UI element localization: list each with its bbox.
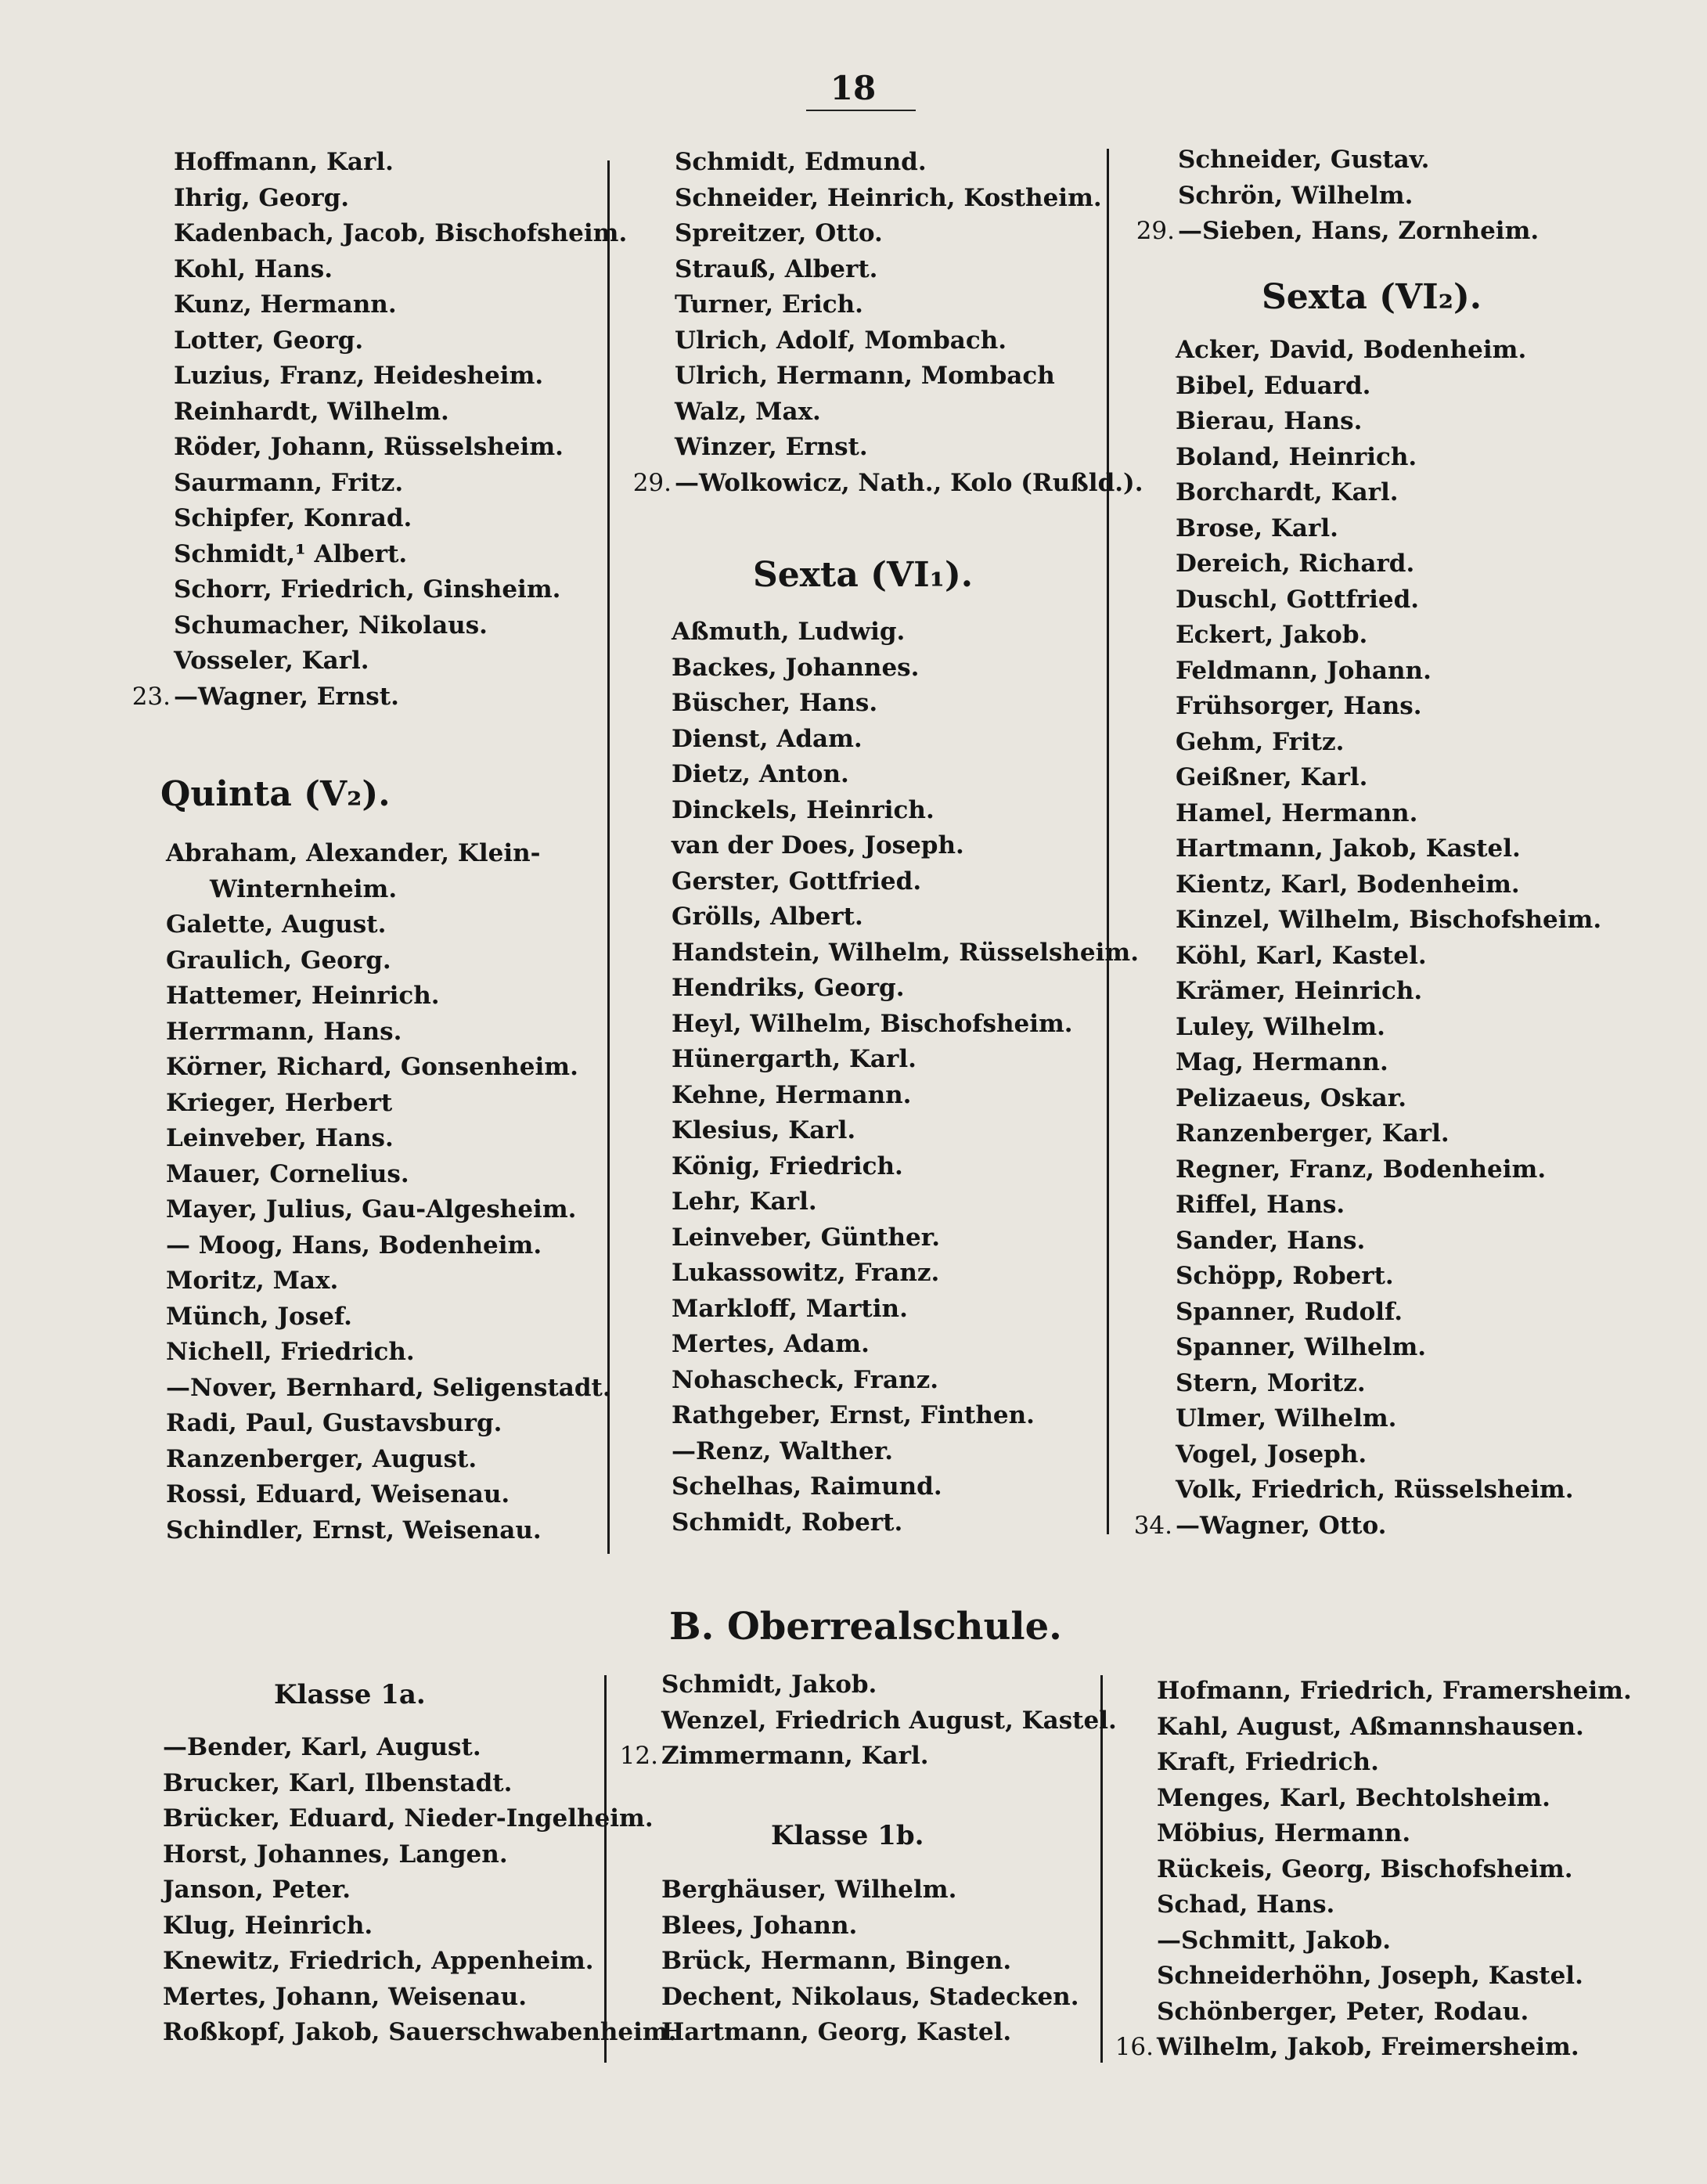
section-heading-oberrealschule: B. Oberrealschule. [669, 1605, 1062, 1649]
list-item: Berghäuser, Wilhelm. [661, 1876, 957, 1904]
list-item: Geißner, Karl. [1176, 763, 1368, 791]
list-item-last [619, 1739, 1117, 1775]
list-count: 16. [1115, 2033, 1154, 2061]
list-item: Moritz, Max. [166, 1267, 339, 1295]
list-item: Lukassowitz, Franz. [672, 1259, 940, 1287]
list-item: Mag, Hermann. [1176, 1048, 1388, 1076]
list-item: Möbius, Hermann. [1157, 1819, 1411, 1847]
list-item: Ranzenberger, August. [166, 1444, 477, 1473]
list-item-last [131, 679, 627, 715]
list-item: Janson, Peter. [163, 1876, 351, 1904]
klasse1b-section [771, 1816, 924, 1855]
list-item: Brücker, Eduard, Nieder-Ingelheim. [163, 1804, 654, 1833]
list-item: Ulmer, Wilhelm. [1176, 1404, 1397, 1433]
list-item: Reinhardt, Wilhelm. [174, 397, 449, 426]
list-item: Schindler, Ernst, Weisenau. [166, 1515, 542, 1544]
col3-top-list [1136, 142, 1540, 250]
quinta-section [160, 771, 391, 818]
list-item-last [1115, 2030, 1632, 2066]
list-item: Sander, Hans. [1176, 1226, 1366, 1255]
section-heading-sexta-1: Sexta (VI₁). [753, 555, 974, 595]
col1-top-list [131, 145, 628, 715]
list-item: Boland, Heinrich. [1176, 442, 1417, 471]
list-item: König, Friedrich. [672, 1151, 903, 1180]
list-item: Kahl, August, Aßmannshausen. [1157, 1712, 1584, 1741]
list-item: Mayer, Julius, Gau-Algesheim. [166, 1195, 577, 1224]
list-item-last-text: Wilhelm, Jakob, Freimersheim. [1157, 2033, 1579, 2061]
list-item: Blees, Johann. [661, 1911, 858, 1940]
quinta-list [166, 836, 611, 1548]
list-item: Stern, Moritz. [1176, 1368, 1366, 1397]
list-count: 29. [1136, 217, 1175, 245]
list-item: Röder, Johann, Rüsselsheim. [174, 433, 564, 461]
list-item: Spanner, Rudolf. [1176, 1297, 1403, 1326]
list-item: Radi, Paul, Gustavsburg. [166, 1409, 502, 1437]
list-item: Borchardt, Karl. [1176, 478, 1399, 506]
list-item: Schad, Hans. [1157, 1890, 1335, 1919]
list-item: Krieger, Herbert [166, 1088, 393, 1117]
list-item: Turner, Erich. [675, 290, 863, 319]
list-item: Grölls, Albert. [672, 903, 863, 931]
list-item: Heyl, Wilhelm, Bischofsheim. [672, 1009, 1073, 1038]
list-item: Feldmann, Johann. [1176, 656, 1432, 685]
list-item: Kunz, Hermann. [174, 290, 397, 319]
list-item: Schneiderhöhn, Joseph, Kastel. [1157, 1962, 1583, 1990]
list-item: Köhl, Karl, Kastel. [1176, 941, 1427, 970]
list-item: Schumacher, Nikolaus. [174, 611, 488, 640]
list-item: Menges, Karl, Bechtolsheim. [1157, 1783, 1550, 1812]
list-item: Hartmann, Jakob, Kastel. [1176, 834, 1521, 863]
list-item: Herrmann, Hans. [166, 1017, 402, 1046]
list-item-last [1136, 214, 1540, 250]
list-item: Münch, Josef. [166, 1302, 352, 1331]
list-item: Schneider, Heinrich, Kostheim. [675, 183, 1102, 212]
list-item: Kadenbach, Jacob, Bischofsheim. [174, 219, 628, 247]
list-item: Nichell, Friedrich. [166, 1338, 415, 1366]
list-item: Luzius, Franz, Heidesheim. [174, 362, 544, 390]
list-item: Frühsorger, Hans. [1176, 692, 1422, 720]
list-item: Horst, Johannes, Langen. [163, 1840, 508, 1869]
list-count: 29. [632, 468, 672, 497]
list-item: Hünergarth, Karl. [672, 1045, 917, 1073]
list-item: Abraham, Alexander, Klein- [166, 839, 541, 867]
list-item: Schorr, Friedrich, Ginsheim. [174, 575, 561, 604]
col2-bottom-list [619, 1667, 1117, 1775]
list-item: Schmidt, Edmund. [675, 148, 927, 176]
list-item: —Bender, Karl, August. [163, 1733, 481, 1761]
list-item-last-text: —Wolkowicz, Nath., Kolo (Rußld.). [675, 468, 1143, 497]
list-item: Kraft, Friedrich. [1157, 1748, 1379, 1776]
list-item: Mertes, Adam. [672, 1330, 870, 1358]
list-item: Wenzel, Friedrich August, Kastel. [661, 1706, 1117, 1735]
list-item: Graulich, Georg. [166, 946, 391, 975]
list-item: Volk, Friedrich, Rüsselsheim. [1176, 1476, 1574, 1504]
list-item: Mertes, Johann, Weisenau. [163, 1982, 527, 2011]
list-item: van der Does, Joseph. [672, 831, 964, 860]
list-item: Rossi, Eduard, Weisenau. [166, 1480, 510, 1508]
list-item: Schipfer, Konrad. [174, 504, 412, 532]
sexta1-list [672, 614, 1139, 1541]
list-item: Bierau, Hans. [1176, 407, 1363, 435]
list-item: Vosseler, Karl. [174, 647, 369, 675]
list-item: Dechent, Nikolaus, Stadecken. [661, 1982, 1079, 2011]
list-item: Hendriks, Georg. [672, 974, 905, 1002]
page-number: 18 [830, 69, 877, 107]
list-item: Saurmann, Fritz. [174, 468, 404, 497]
list-item: Hattemer, Heinrich. [166, 982, 440, 1010]
list-item: Duschl, Gottfried. [1176, 585, 1420, 614]
list-item: Klesius, Karl. [672, 1116, 856, 1144]
list-item: Leinveber, Günther. [672, 1223, 941, 1252]
list-item: Kinzel, Wilhelm, Bischofsheim. [1176, 906, 1602, 934]
list-item: Bibel, Eduard. [1176, 371, 1371, 400]
klasse1a-list [163, 1730, 677, 2051]
list-item: Kohl, Hans. [174, 254, 333, 283]
list-item: Kehne, Hermann. [672, 1080, 912, 1109]
list-item: Schmidt, Jakob. [661, 1670, 877, 1699]
list-item: Kientz, Karl, Bodenheim. [1176, 870, 1520, 899]
list-item-last-text: Zimmermann, Karl. [661, 1742, 929, 1770]
list-item: Lotter, Georg. [174, 326, 364, 355]
list-item: Hamel, Hermann. [1176, 798, 1418, 827]
section-heading-klasse-1b: Klasse 1b. [771, 1820, 924, 1851]
list-item: Dietz, Anton. [672, 760, 849, 788]
section-heading-quinta: Quinta (V₂). [160, 774, 391, 814]
list-item: Dinckels, Heinrich. [672, 795, 935, 824]
list-item: Galette, August. [166, 910, 387, 939]
list-count: 12. [619, 1742, 658, 1770]
list-item-last-text: —Wagner, Otto. [1176, 1511, 1387, 1540]
col3-bottom-list [1115, 1674, 1632, 2066]
page-number-rule [806, 110, 916, 111]
list-item: Handstein, Wilhelm, Rüsselsheim. [672, 938, 1140, 967]
list-item-last-text: —Sieben, Hans, Zornheim. [1178, 217, 1540, 245]
list-item: Hofmann, Friedrich, Framersheim. [1157, 1677, 1632, 1705]
list-item: Ihrig, Georg. [174, 183, 350, 212]
list-item: Riffel, Hans. [1176, 1191, 1345, 1219]
list-item-continuation: Winternheim. [210, 874, 398, 903]
list-item-last-text: —Wagner, Ernst. [174, 682, 399, 711]
list-item: —Schmitt, Jakob. [1157, 1926, 1391, 1955]
list-item: —Renz, Walther. [672, 1436, 894, 1465]
list-item: Hartmann, Georg, Kastel. [661, 2018, 1012, 2046]
list-item: Dereich, Richard. [1176, 550, 1415, 578]
list-item: Gehm, Fritz. [1176, 727, 1345, 756]
section-heading-sexta-2: Sexta (VI₂). [1262, 277, 1482, 317]
list-item: Rathgeber, Ernst, Finthen. [672, 1401, 1035, 1429]
list-item: Acker, David, Bodenheim. [1176, 336, 1527, 364]
list-item: Eckert, Jakob. [1176, 621, 1368, 649]
list-item: Pelizaeus, Oskar. [1176, 1083, 1407, 1112]
list-item: — Moog, Hans, Bodenheim. [166, 1231, 542, 1260]
list-item: Mauer, Cornelius. [166, 1159, 409, 1188]
list-item: Ranzenberger, Karl. [1176, 1119, 1450, 1148]
list-item: Krämer, Heinrich. [1176, 977, 1423, 1005]
list-item-last [632, 466, 1143, 502]
list-item: Klug, Heinrich. [163, 1911, 373, 1940]
list-count: 23. [131, 682, 171, 711]
list-item: Markloff, Martin. [672, 1294, 908, 1323]
list-item: Körner, Richard, Gonsenheim. [166, 1053, 578, 1081]
list-item: Schönberger, Peter, Rodau. [1157, 1997, 1529, 2026]
list-item: Aßmuth, Ludwig. [672, 618, 906, 646]
list-item: Gerster, Gottfried. [672, 867, 922, 896]
list-item: Schrön, Wilhelm. [1178, 181, 1413, 210]
list-item: Schelhas, Raimund. [672, 1472, 942, 1501]
col2-top-list [632, 145, 1143, 501]
list-item-last [1133, 1508, 1601, 1544]
list-item: Lehr, Karl. [672, 1188, 817, 1216]
klasse1b-list [661, 1872, 1079, 2051]
sexta2-section [1262, 274, 1482, 321]
klasse1a-section [274, 1675, 426, 1714]
list-item: Brucker, Karl, Ilbenstadt. [163, 1768, 513, 1797]
list-item: Knewitz, Friedrich, Appenheim. [163, 1947, 594, 1975]
list-item: Strauß, Albert. [675, 254, 878, 283]
list-item: Regner, Franz, Bodenheim. [1176, 1155, 1547, 1184]
list-item: —Nover, Bernhard, Seligenstadt. [166, 1373, 611, 1402]
list-item: Schöpp, Robert. [1176, 1262, 1394, 1290]
list-item: Vogel, Joseph. [1176, 1440, 1367, 1469]
list-item: Brück, Hermann, Bingen. [661, 1947, 1012, 1975]
list-item: Spreitzer, Otto. [675, 219, 883, 247]
list-item: Ulrich, Hermann, Mombach [675, 362, 1055, 390]
list-item: Nohascheck, Franz. [672, 1365, 938, 1394]
list-item: Schneider, Gustav. [1178, 146, 1430, 174]
list-item: Brose, Karl. [1176, 514, 1338, 542]
list-item: Dienst, Adam. [672, 724, 863, 753]
list-item: Leinveber, Hans. [166, 1124, 394, 1152]
list-count: 34. [1133, 1511, 1172, 1540]
sexta2-list [1133, 333, 1602, 1544]
list-item: Roßkopf, Jakob, Sauerschwabenheim. [163, 2018, 677, 2046]
section-heading-klasse-1a: Klasse 1a. [274, 1679, 426, 1710]
list-item: Backes, Johannes. [672, 653, 920, 682]
sexta1-section [753, 552, 973, 599]
list-item: Ulrich, Adolf, Mombach. [675, 326, 1007, 355]
list-item: Büscher, Hans. [672, 689, 878, 717]
list-item: Schmidt, Robert. [672, 1508, 903, 1537]
list-item: Luley, Wilhelm. [1176, 1012, 1385, 1041]
list-item: Hoffmann, Karl. [174, 148, 394, 176]
list-item: Schmidt,¹ Albert. [174, 539, 408, 568]
list-item: Winzer, Ernst. [675, 433, 868, 461]
list-item: Rückeis, Georg, Bischofsheim. [1157, 1854, 1573, 1883]
list-item: Walz, Max. [675, 397, 821, 426]
list-item: Spanner, Wilhelm. [1176, 1333, 1427, 1361]
